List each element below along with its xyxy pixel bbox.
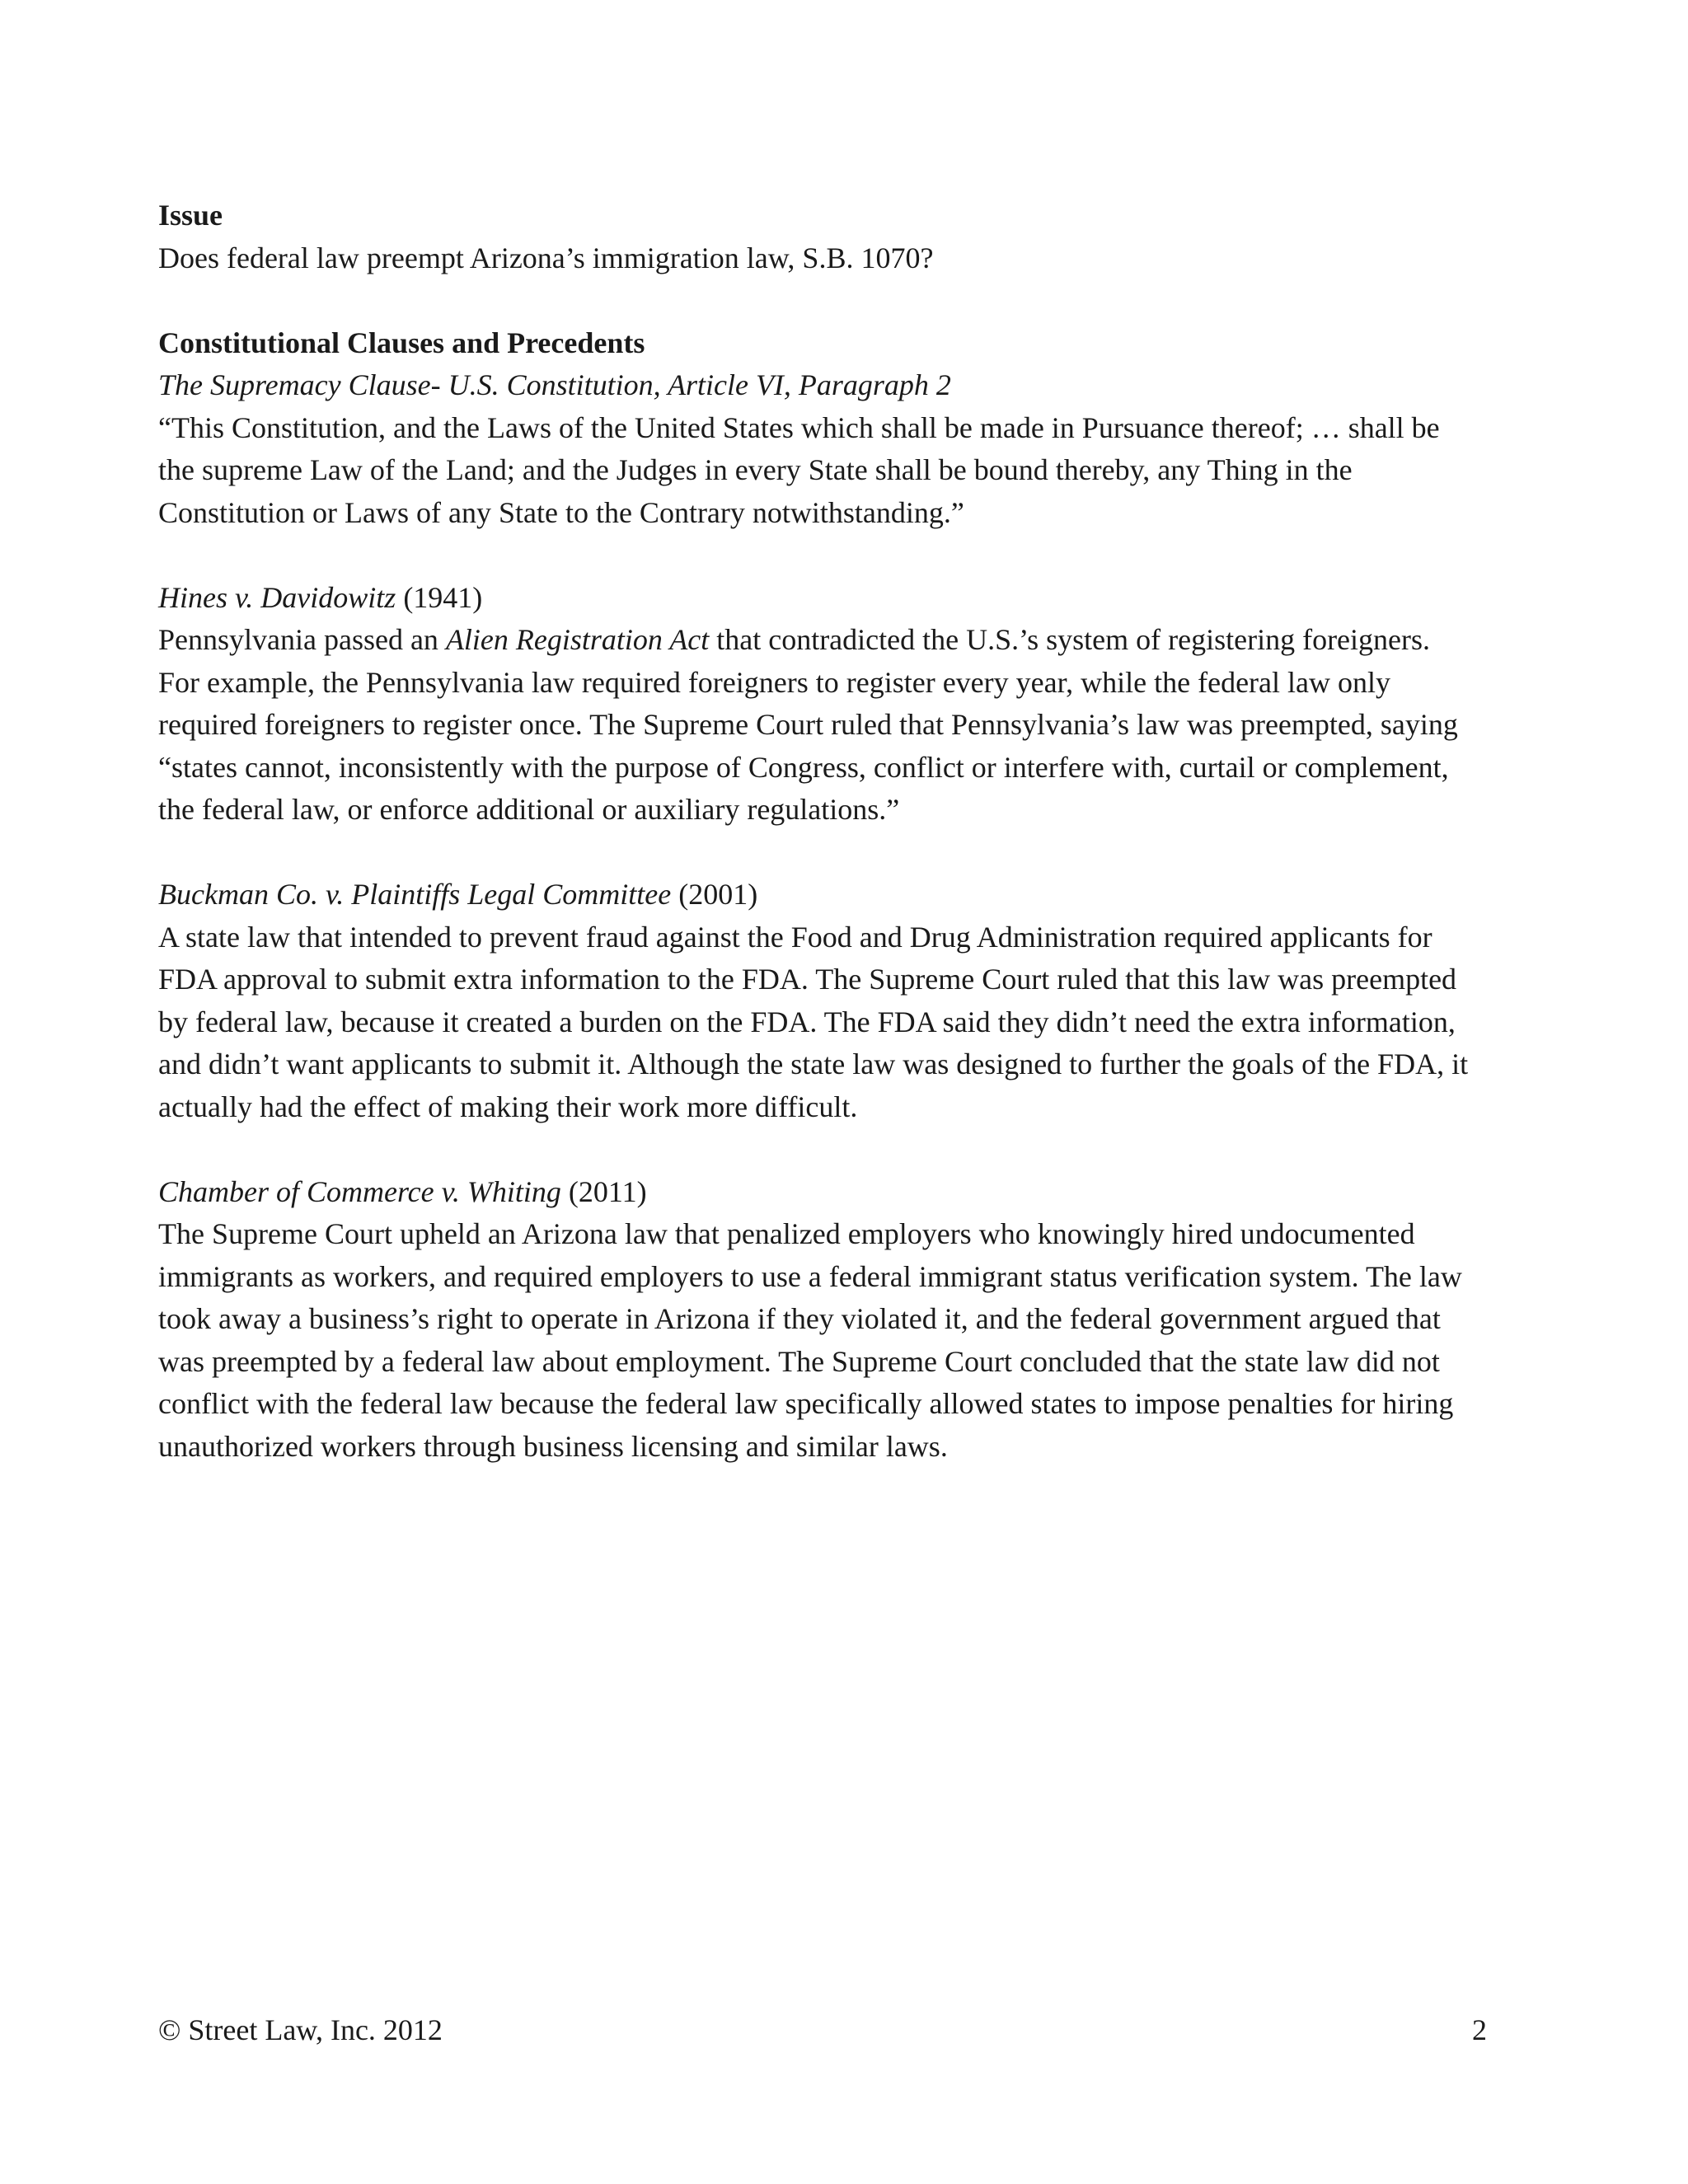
buckman-case-summary: A state law that intended to prevent fraud against the Food and Drug Administration required applicants for FDA approval to submit extra information to the FDA. The Supreme Court ruled that this law was preempted by federal law, because it created a burden on the FDA. The FDA said they didn’t need the extra information, and didn’t want applicants to submit it. Although the state law was designed to further the goals of the FDA, it actually had the effect of making their work more difficult. <box>158 920 1469 1123</box>
whiting-case-heading <box>158 1171 1477 1214</box>
hines-act-name: Alien Registration Act <box>445 623 710 656</box>
whiting-case-summary: The Supreme Court upheld an Arizona law that penalized employers who knowingly hired undocumented immigrants as workers, and required employers to use a federal immigrant status verification system. The law took away a business’s right to operate in Arizona if they violated it, and the federal government argued that was preempted by a federal law about employment. The Supreme Court concluded that the state law did not conflict with the federal law because the federal law specifically allowed states to impose penalties for hiring unauthorized workers through business licensing and similar laws. <box>158 1217 1462 1463</box>
spacer <box>158 279 1477 322</box>
copyright-notice: © Street Law, Inc. 2012 <box>158 2013 443 2046</box>
whiting-case-name: Chamber of Commerce v. Whiting <box>158 1174 561 1208</box>
hines-case-year: (1941) <box>403 580 483 614</box>
spacer <box>158 534 1477 577</box>
page-number: 2 <box>1472 2013 1487 2046</box>
issue-heading: Issue <box>158 199 223 232</box>
buckman-case-year: (2001) <box>678 878 758 911</box>
buckman-case-name: Buckman Co. v. Plaintiffs Legal Committee <box>158 878 672 911</box>
hines-case-summary <box>158 619 1477 832</box>
buckman-case-heading <box>158 874 1477 916</box>
clauses-heading: Constitutional Clauses and Precedents <box>158 326 645 359</box>
hines-case-name: Hines v. Davidowitz <box>158 580 396 614</box>
spacer <box>158 1128 1477 1171</box>
issue-question: Does federal law preempt Arizona’s immigration law, S.B. 1070? <box>158 241 934 274</box>
whiting-case-year: (2011) <box>568 1174 647 1208</box>
supremacy-clause-title: The Supremacy Clause- U.S. Constitution, Article VI, Paragraph 2 <box>158 368 951 401</box>
hines-case-heading <box>158 577 1477 620</box>
hines-text-after: that contradicted the U.S.’s system of registering foreigners. For example, the Pennsylvania law required foreigners to register every year, while the federal law only required foreigners to register once. The Supreme Court ruled that Pennsylvania’s law was preempted, saying “states cannot, inconsistently with the purpose of Congress, conflict or interfere with, curtail or complement, the federal law, or enforce additional or auxiliary regulations.” <box>158 623 1458 826</box>
supremacy-clause-quote: “This Constitution, and the Laws of the United States which shall be made in Pursuance thereof; … shall be the supreme Law of the Land; and the Judges in every State shall be bound thereby, any Thing in the Constitution or Laws of any State to the Contrary notwithstanding.” <box>158 410 1440 529</box>
hines-text-before: Pennsylvania passed an <box>158 623 438 656</box>
document-body <box>158 194 1477 1468</box>
spacer <box>158 832 1477 874</box>
